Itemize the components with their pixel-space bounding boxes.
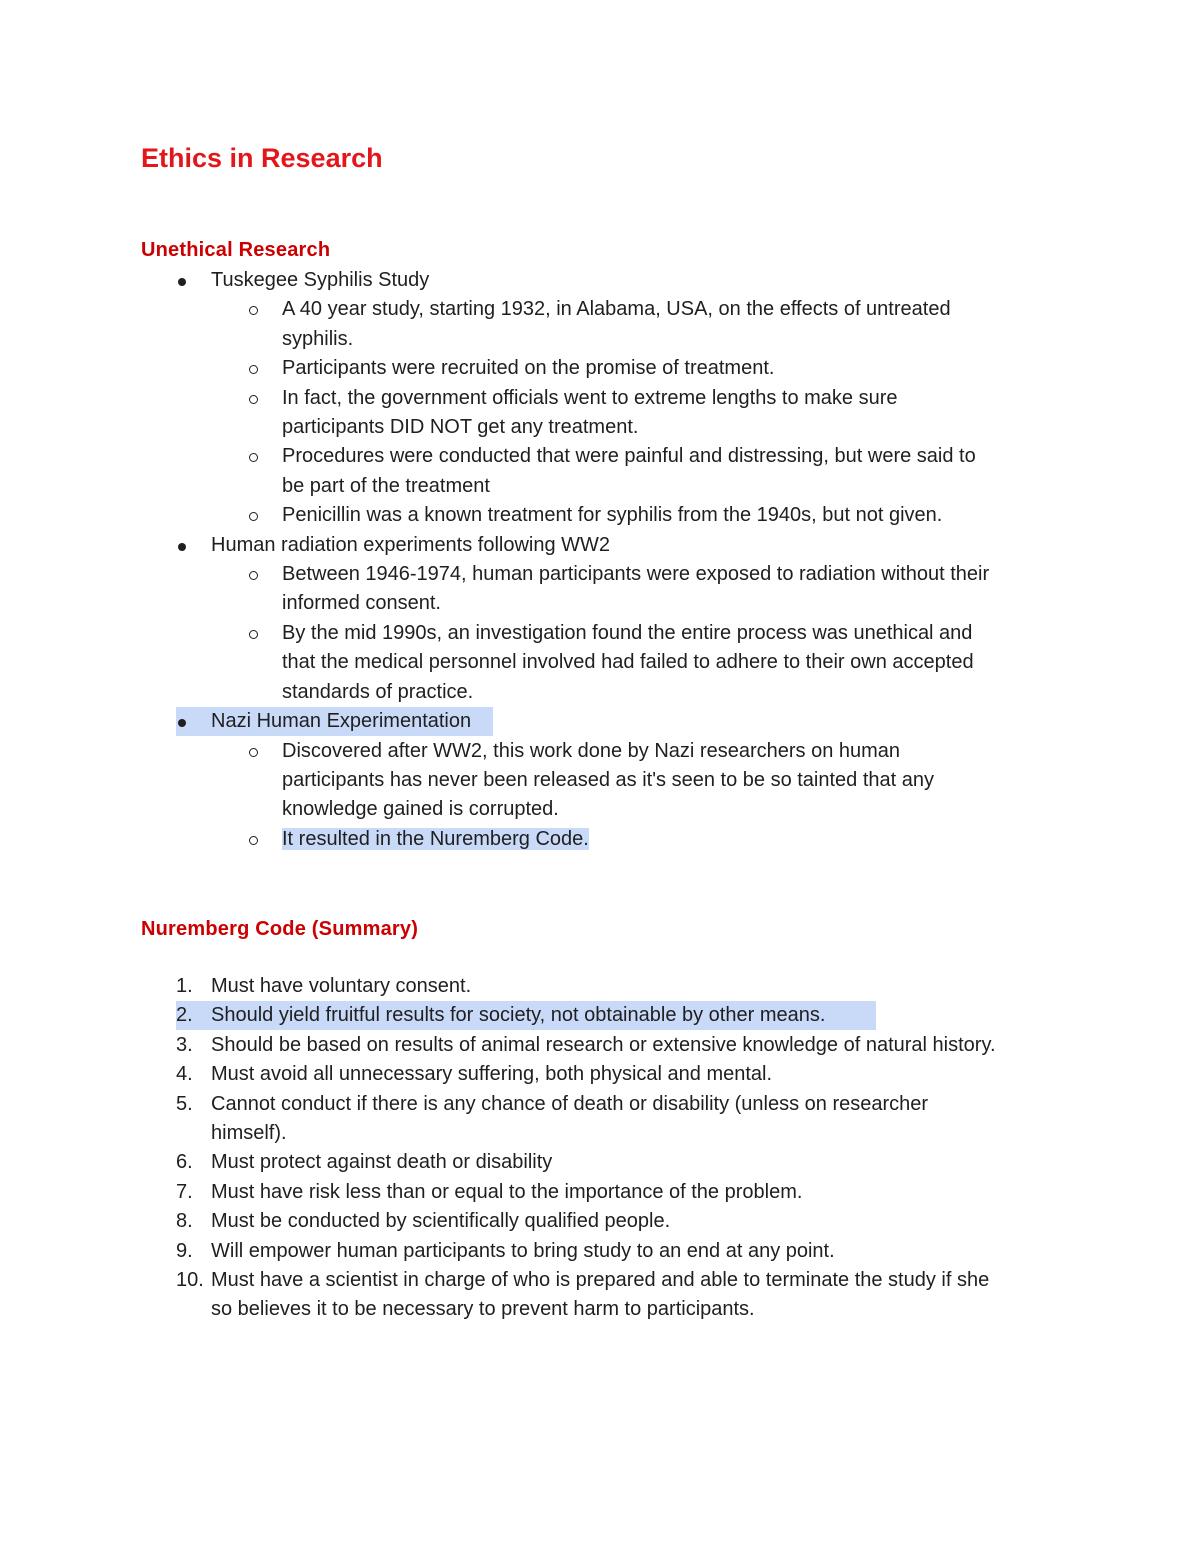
numbered-item — [0, 1148, 1200, 1177]
hollow-bullet-icon — [249, 453, 258, 462]
list-item-label: Tuskegee Syphilis Study — [211, 269, 430, 291]
sub-list-item — [0, 295, 1200, 354]
sub-list-item — [0, 384, 1200, 443]
list-item-highlighted — [0, 707, 1200, 736]
sub-list-item — [0, 619, 1200, 707]
item-number: 9. — [176, 1239, 193, 1262]
list-item-label: Human radiation experiments following WW2 — [211, 533, 611, 556]
numbered-item — [0, 1031, 1200, 1060]
highlighted-text: It resulted in the Nuremberg Code. — [282, 827, 589, 850]
item-number: 7. — [176, 1180, 193, 1203]
item-number: 2. — [176, 1004, 193, 1027]
sub-item-line: syphilis. — [282, 327, 354, 350]
sub-item-line: be part of the treatment — [282, 474, 490, 497]
hollow-bullet-icon — [249, 306, 258, 315]
sub-item-line: standards of practice. — [282, 680, 474, 703]
sub-item-line: Participants were recruited on the promise of treatment. — [282, 357, 775, 380]
bullet-icon — [178, 543, 186, 551]
unethical-research-heading: Unethical Research — [141, 239, 331, 261]
numbered-item — [0, 1178, 1200, 1207]
hollow-bullet-icon — [249, 836, 258, 845]
item-line: Must have a scientist in charge of who is prepared and able to terminate the study if she — [211, 1269, 990, 1292]
item-line: Will empower human participants to bring study to an end at any point. — [211, 1239, 835, 1262]
numbered-item — [0, 972, 1200, 1001]
hollow-bullet-icon — [249, 512, 258, 521]
item-number: 3. — [176, 1033, 193, 1056]
item-line: Cannot conduct if there is any chance of death or disability (unless on researcher — [211, 1092, 929, 1115]
sub-item-line: Procedures were conducted that were painful and distressing, but were said to — [282, 445, 976, 468]
numbered-item — [0, 1237, 1200, 1266]
hollow-bullet-icon — [249, 365, 258, 374]
item-line: Must avoid all unnecessary suffering, both physical and mental. — [211, 1063, 773, 1086]
hollow-bullet-icon — [249, 748, 258, 757]
sub-item-line: Between 1946-1974, human participants were exposed to radiation without their — [282, 563, 990, 586]
item-number: 8. — [176, 1210, 193, 1233]
numbered-item — [0, 1207, 1200, 1236]
document-title: Ethics in Research — [141, 143, 383, 173]
sub-item-line: knowledge gained is corrupted. — [282, 798, 559, 821]
numbered-item — [0, 1090, 1200, 1149]
bullet-icon — [178, 278, 186, 286]
sub-item-line: Penicillin was a known treatment for syphilis from the 1940s, but not given. — [282, 504, 943, 527]
sub-item-line: that the medical personnel involved had failed to adhere to their own accepted — [282, 651, 974, 674]
item-line: so believes it to be necessary to prevent harm to participants. — [211, 1298, 755, 1321]
sub-list-item — [0, 354, 1200, 383]
sub-list-item — [0, 560, 1200, 619]
sub-list-item — [0, 825, 1200, 854]
sub-list-item — [0, 442, 1200, 501]
sub-item-line: informed consent. — [282, 592, 441, 615]
hollow-bullet-icon — [249, 630, 258, 639]
numbered-item — [0, 1266, 1200, 1325]
sub-item-line: In fact, the government officials went to extreme lengths to make sure — [282, 386, 898, 409]
item-number: 10. — [176, 1269, 204, 1292]
item-number: 6. — [176, 1151, 193, 1174]
hollow-bullet-icon — [249, 395, 258, 404]
sub-list-item — [0, 501, 1200, 530]
unethical-research-list — [0, 266, 1200, 854]
sub-item-line: By the mid 1990s, an investigation found the entire process was unethical and — [282, 621, 973, 644]
item-line: himself). — [211, 1122, 287, 1145]
nuremberg-code-list — [0, 972, 1200, 1325]
item-line: Must protect against death or disability — [211, 1151, 553, 1174]
item-line: Should yield fruitful results for society, not obtainable by other means. — [211, 1004, 826, 1027]
hollow-bullet-icon — [249, 571, 258, 580]
item-line: Should be based on results of animal research or extensive knowledge of natural history. — [211, 1033, 996, 1056]
numbered-item — [0, 1060, 1200, 1089]
item-number: 1. — [176, 975, 193, 997]
item-line: Must have voluntary consent. — [211, 975, 472, 997]
sub-item-line: participants has never been released as it's seen to be so tainted that any — [282, 768, 935, 791]
list-item — [0, 531, 1200, 560]
sub-item-line: participants DID NOT get any treatment. — [282, 416, 639, 439]
list-item — [0, 266, 1200, 295]
item-number: 5. — [176, 1092, 193, 1115]
sub-item-line: Discovered after WW2, this work done by Nazi researchers on human — [282, 739, 901, 762]
item-line: Must have risk less than or equal to the importance of the problem. — [211, 1180, 803, 1203]
nuremberg-code-heading: Nuremberg Code (Summary) — [141, 918, 419, 940]
sub-list-item — [0, 737, 1200, 825]
sub-item-line: A 40 year study, starting 1932, in Alabama, USA, on the effects of untreated — [282, 298, 951, 321]
numbered-item-highlighted — [0, 1001, 1200, 1030]
list-item-label: Nazi Human Experimentation — [211, 710, 472, 733]
item-number: 4. — [176, 1063, 193, 1086]
item-line: Must be conducted by scientifically qualified people. — [211, 1210, 671, 1233]
